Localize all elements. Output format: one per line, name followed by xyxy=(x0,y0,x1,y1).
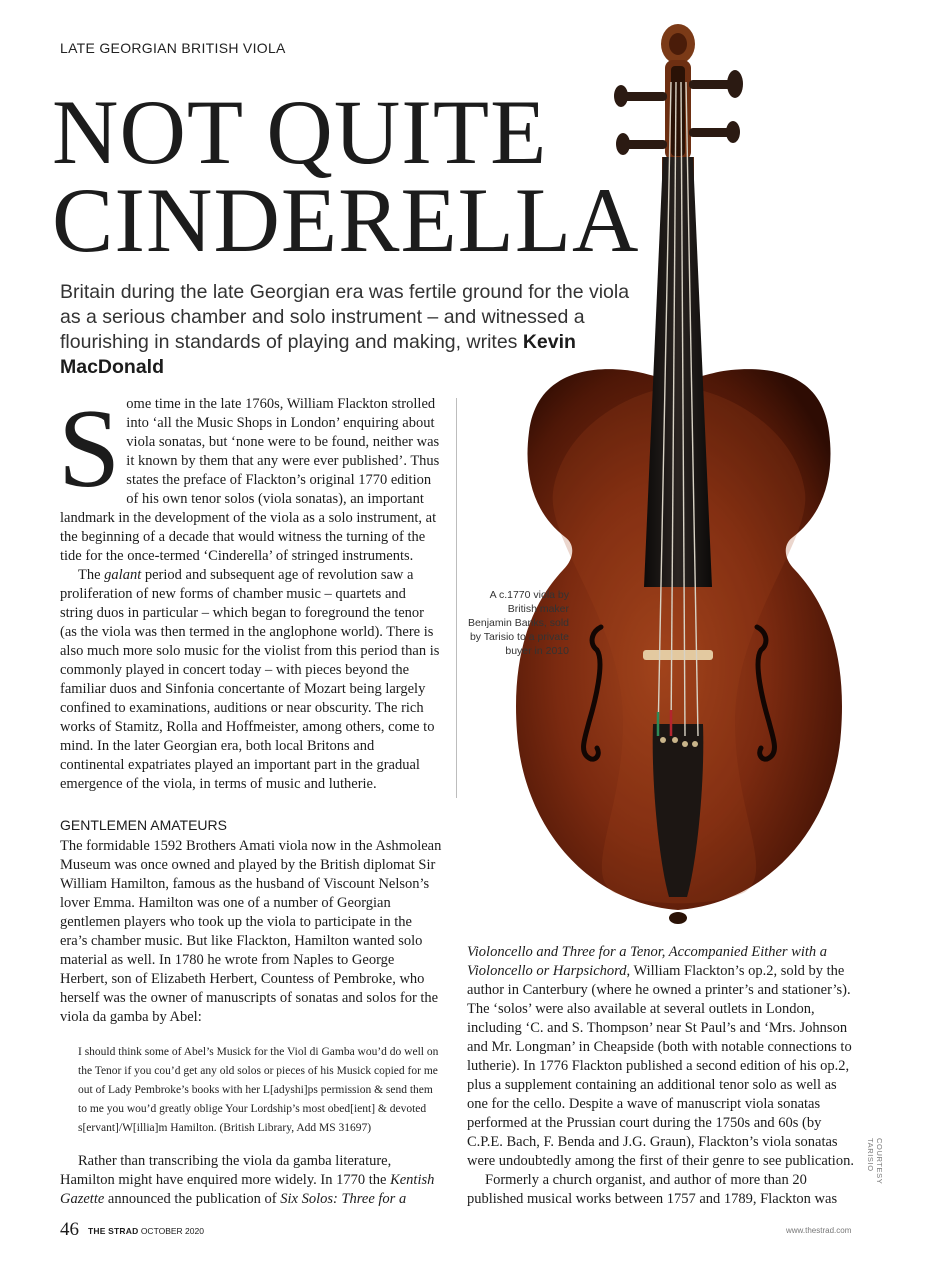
headline-line-2: CINDERELLA xyxy=(52,169,640,271)
paragraph-2-emphasis: galant xyxy=(104,567,142,583)
section-kicker: LATE GEORGIAN BRITISH VIOLA xyxy=(60,40,286,56)
paragraph-4-emphasis-1: Kentish Gazette xyxy=(60,1172,435,1207)
paragraph-4-emphasis-2: Six Solos: Three for a xyxy=(280,1191,407,1207)
viola-fingerboard xyxy=(644,157,712,587)
paragraph-5-text: , William Flackton’s op.2, sold by the author in Canterbury (where he owned a printer’s and stationer’s). The ‘solos’ were also available at several outlets in London, including ‘C. and S. Thompson’ near St Paul’s and ‘Mrs. Johnson and Mr. Longman’ in Cheapside (both with notable connections to lutherie). In 1776 Flackton published a second edition of his op.2, plus a supplement containing an additional tenor solo as well as one for the cello. Despite a wave of manuscript viola sonatas performed at the Prussian court during the 1750s and 60s (by C.P.E. Bach, F. Benda and J.G. Graun), Flackton’s viola sonatas were undoubtedly among the first of their genre to see publication. xyxy=(467,963,854,1169)
paragraph-4-text-a: Rather than transcribing the viola da gamba literature, Hamilton might have enquired more widely. In 1770 the xyxy=(60,1153,392,1188)
paragraph-1 xyxy=(58,387,442,566)
paragraph-4 xyxy=(60,1152,442,1209)
paragraph-3: The formidable 1592 Brothers Amati viola now in the Ashmolean Museum was once owned and played by the British diplomat Sir William Hamilton, famous as the husband of Viscount Nelson’s lover Emma. Hamilton was one of a number of Georgian gentlemen players who took up the viola to participate in the era’s chamber music. But like Flackton, Hamilton wanted solo material as well. In 1780 he wrote from Naples to George Herbert, son of Elizabeth Herbert, Countess of Pembroke, who herself was the owner of manuscripts of sonatas and solos for the viola da gamba by Abel: xyxy=(60,838,442,1025)
website-url: www.thestrad.com xyxy=(786,1226,852,1235)
paragraph-5 xyxy=(467,943,860,1171)
paragraph-1-text: ome time in the late 1760s, William Flackton strolled into ‘all the Music Shops in London’ enquiring about viola sonatas, but ‘none were to be found, neither was it known by them that any were ever published’. Thus states the preface of Flackton’s original 1770 edition of his own tenor solos (viola sonatas), an important landmark in the development of the viola as a solo instrument, at the beginning of a decade that would witness the turning of the tide for the once-termed ‘Cinderella’ of stringed instruments. xyxy=(60,396,440,564)
magazine-name: THE STRAD xyxy=(88,1226,139,1236)
paragraph-2-text-a: The xyxy=(78,567,105,583)
section-heading: GENTLEMEN AMATEURS xyxy=(60,817,227,833)
photo-credit: COURTESY TARISIO xyxy=(866,1138,884,1185)
drop-cap: S xyxy=(58,387,121,511)
viola-illustration xyxy=(505,22,855,927)
magazine-issue xyxy=(88,1226,204,1236)
column-divider xyxy=(456,398,457,798)
viola-scroll xyxy=(661,24,695,160)
paragraph-4-text-b: announced the publication of xyxy=(104,1191,281,1207)
headline-line-1: NOT QUITE xyxy=(52,81,548,183)
page-number: 46 xyxy=(60,1219,79,1240)
photo-caption: A c.1770 viola by British maker Benjamin Banks, sold by Tarisio to a private buyer in 2010 xyxy=(468,589,569,657)
standfirst-text: Britain during the late Georgian era was fertile ground for the viola as a serious chamber and solo instrument – and witnessed a flourishing in standards of playing and making, writes xyxy=(60,281,630,353)
author-name: Kevin MacDonald xyxy=(60,331,576,378)
paragraph-2-text-b: period and subsequent age of revolution saw a proliferation of new forms of chamber music – quartets and string duos in particular – which began to foreground the tenor (as the viola was then termed in the anglophone world). There is also much more solo music for the violist from this period than is commonly played in concert today – with pieces beyond the familiar duos and Sinfonia concertante of Mozart being largely confined to examinations, auditions or near obscurity. The rich works of Stamitz, Rolla and Hoffmeister, among others, come to mind. In the later Georgian era, both local Britons and continental expatriates played an important part in the gradual emergence of the viola, in terms of music and lutherie. xyxy=(60,567,440,792)
viola-bridge xyxy=(643,650,713,660)
paragraph-6: Formerly a church organist, and author of more than 20 published musical works between 1757 and 1789, Flackton was xyxy=(467,1172,838,1207)
article-column-right xyxy=(467,943,860,1209)
article-column-left xyxy=(58,387,442,1209)
paragraph-2 xyxy=(60,566,442,794)
paragraph-5-emphasis: Violoncello and Three for a Tenor, Accompanied Either with a Violoncello or Harpsichord xyxy=(467,944,828,979)
block-quote: I should think some of Abel’s Musick for the Viol di Gamba wou’d do well on the Tenor if you cou’d get any old solos or pieces of his Musick copied for me out of Lady Pembroke’s books with her L[adyshi]ps permission & send them to me you wou’d greatly oblige Your Lordship’s most obed[ient] & devoted s[ervant]/W[illia]m Hamilton. (British Library, Add MS 31697) xyxy=(78,1046,439,1134)
issue-date: OCTOBER 2020 xyxy=(138,1226,204,1236)
